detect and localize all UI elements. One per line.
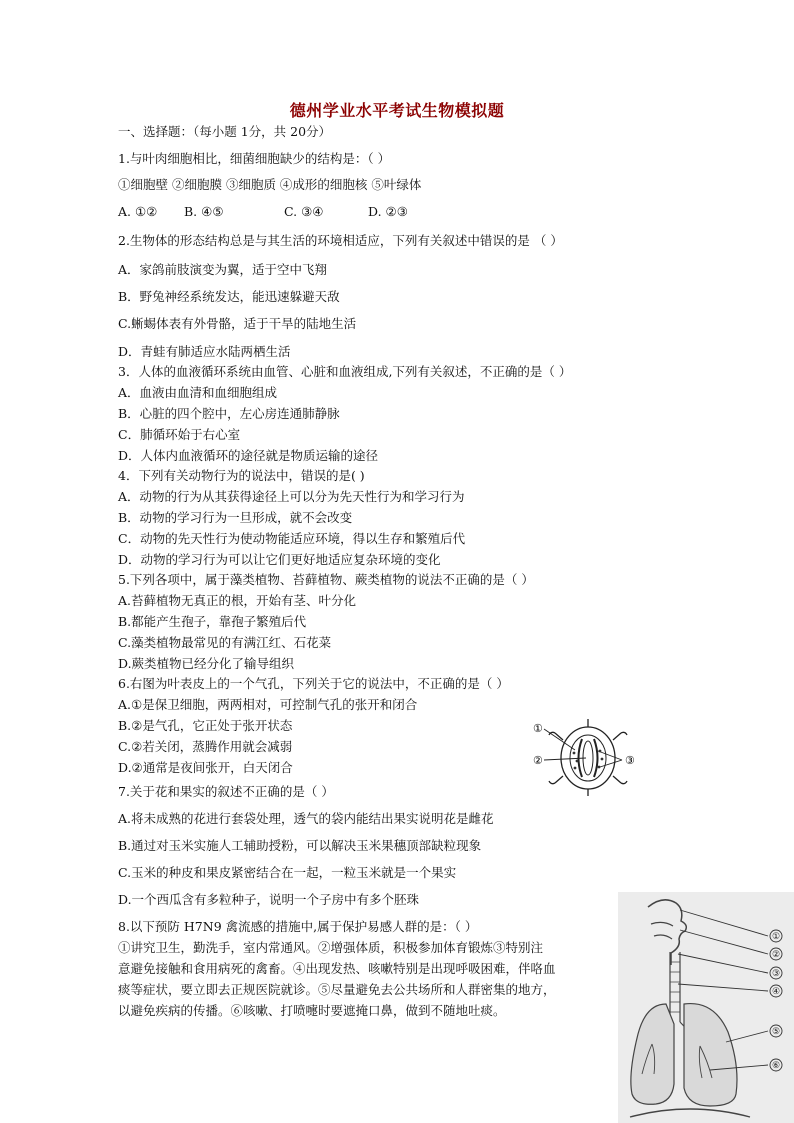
q2-option-b: B．野兔神经系统发达，能迅速躲避天敌 — [118, 289, 340, 304]
q5-stem: 5.下列各项中，属于藻类植物、苔藓植物、蕨类植物的说法不正确的是（ ） — [118, 572, 534, 587]
stomata-label-1: ① — [533, 722, 543, 735]
q5-option-d: D.蕨类植物已经分化了输导组织 — [118, 656, 295, 671]
q4-stem: 4．下列有关动物行为的说法中，错误的是( ) — [118, 468, 365, 483]
q7-option-b: B.通过对玉米实施人工辅助授粉，可以解决玉米果穗顶部缺粒现象 — [118, 838, 482, 853]
q2-option-d: D．青蛙有肺适应水陆两栖生活 — [118, 344, 291, 359]
q6-stem: 6.右图为叶表皮上的一个气孔，下列关于它的说法中，不正确的是（ ） — [118, 676, 509, 691]
q2-option-a: A．家鸽前肢演变为翼，适于空中飞翔 — [118, 262, 328, 277]
q1-option-d: D. ②③ — [368, 204, 408, 219]
lung-label-3: ③ — [771, 969, 781, 979]
q3-option-b: B．心脏的四个腔中，左心房连通肺静脉 — [118, 406, 340, 421]
q6-option-b: B.②是气孔，它正处于张开状态 — [118, 718, 293, 733]
stomata-label-3: ③ — [625, 754, 635, 767]
q3-option-d: D．人体内血液循环的途径就是物质运输的途径 — [118, 448, 379, 463]
lung-label-4: ④ — [771, 987, 781, 997]
stomata-figure — [530, 715, 645, 797]
exam-title: 德州学业水平考试生物模拟题 — [289, 101, 505, 120]
q4-option-c: C．动物的先天性行为使动物能适应环境，得以生存和繁殖后代 — [118, 531, 466, 546]
q8-line-3: 痰等症状，要立即去正规医院就诊。⑤尽量避免去公共场所和人群密集的地方， — [118, 982, 556, 997]
q2-option-c: C.蜥蜴体表有外骨骼，适于干旱的陆地生活 — [118, 316, 357, 331]
q3-stem: 3．人体的血液循环系统由血管、心脏和血液组成,下列有关叙述，不正确的是（ ） — [118, 364, 572, 379]
q8-line-2: 意避免接触和食用病死的禽畜。④出现发热、咳嗽特别是出现呼吸困难，伴咯血 — [118, 961, 556, 976]
q4-option-b: B．动物的学习行为一旦形成，就不会改变 — [118, 510, 353, 525]
q6-option-a: A.①是保卫细胞，两两相对，可控制气孔的张开和闭合 — [118, 697, 418, 712]
q5-option-a: A.苔藓植物无真正的根，开始有茎、叶分化 — [118, 593, 357, 608]
q1-options — [118, 203, 408, 221]
lung-label-1: ① — [771, 932, 781, 942]
q4-option-d: D．动物的学习行为可以让它们更好地适应复杂环境的变化 — [118, 552, 441, 567]
q7-option-c: C.玉米的种皮和果皮紧密结合在一起，一粒玉米就是一个果实 — [118, 865, 457, 880]
q8-line-1: ①讲究卫生，勤洗手，室内常通风。②增强体质，积极参加体育锻炼③特别注 — [118, 940, 544, 955]
q7-option-a: A.将未成熟的花进行套袋处理，透气的袋内能结出果实说明花是雌花 — [118, 811, 494, 826]
section-heading: 一、选择题：（每小题 1分，共 20分） — [118, 124, 332, 139]
q3-option-a: A．血液由血清和血细胞组成 — [118, 385, 278, 400]
q7-stem: 7.关于花和果实的叙述不正确的是（ ） — [118, 784, 334, 799]
q6-option-d: D.②通常是夜间张开，白天闭合 — [118, 760, 293, 775]
q3-option-c: C．肺循环始于右心室 — [118, 427, 241, 442]
q6-option-c: C.②若关闭，蒸腾作用就会减弱 — [118, 739, 293, 754]
q5-option-b: B.都能产生孢子，靠孢子繁殖后代 — [118, 614, 307, 629]
q4-option-a: A．动物的行为从其获得途径上可以分为先天性行为和学习行为 — [118, 489, 465, 504]
respiratory-figure — [618, 892, 794, 1123]
q1-option-b: B. ④⑤ — [184, 204, 224, 219]
lung-label-6: ⑥ — [771, 1061, 781, 1071]
q5-option-c: C.藻类植物最常见的有满江红、石花菜 — [118, 635, 332, 650]
q8-line-4: 以避免疾病的传播。⑥咳嗽、打喷嚏时要遮掩口鼻，做到不随地吐痰。 — [118, 1003, 506, 1018]
lung-label-5: ⑤ — [771, 1027, 781, 1037]
stomata-label-2: ② — [533, 754, 543, 767]
q1-option-c: C. ③④ — [284, 204, 324, 219]
q7-option-d: D.一个西瓜含有多粒种子，说明一个子房中有多个胚珠 — [118, 892, 420, 907]
q1-stem: 1.与叶肉细胞相比，细菌细胞缺少的结构是：（ ） — [118, 151, 391, 166]
q8-stem: 8.以下预防 H7N9 禽流感的措施中,属于保护易感人群的是：（ ） — [118, 919, 478, 934]
q2-stem: 2.生物体的形态结构总是与其生活的环境相适应，下列有关叙述中错误的是 （ ） — [118, 233, 563, 248]
lung-label-2: ② — [771, 950, 781, 960]
q1-items: ①细胞壁 ②细胞膜 ③细胞质 ④成形的细胞核 ⑤叶绿体 — [118, 177, 422, 192]
q1-option-a: A. ①② — [118, 204, 158, 219]
